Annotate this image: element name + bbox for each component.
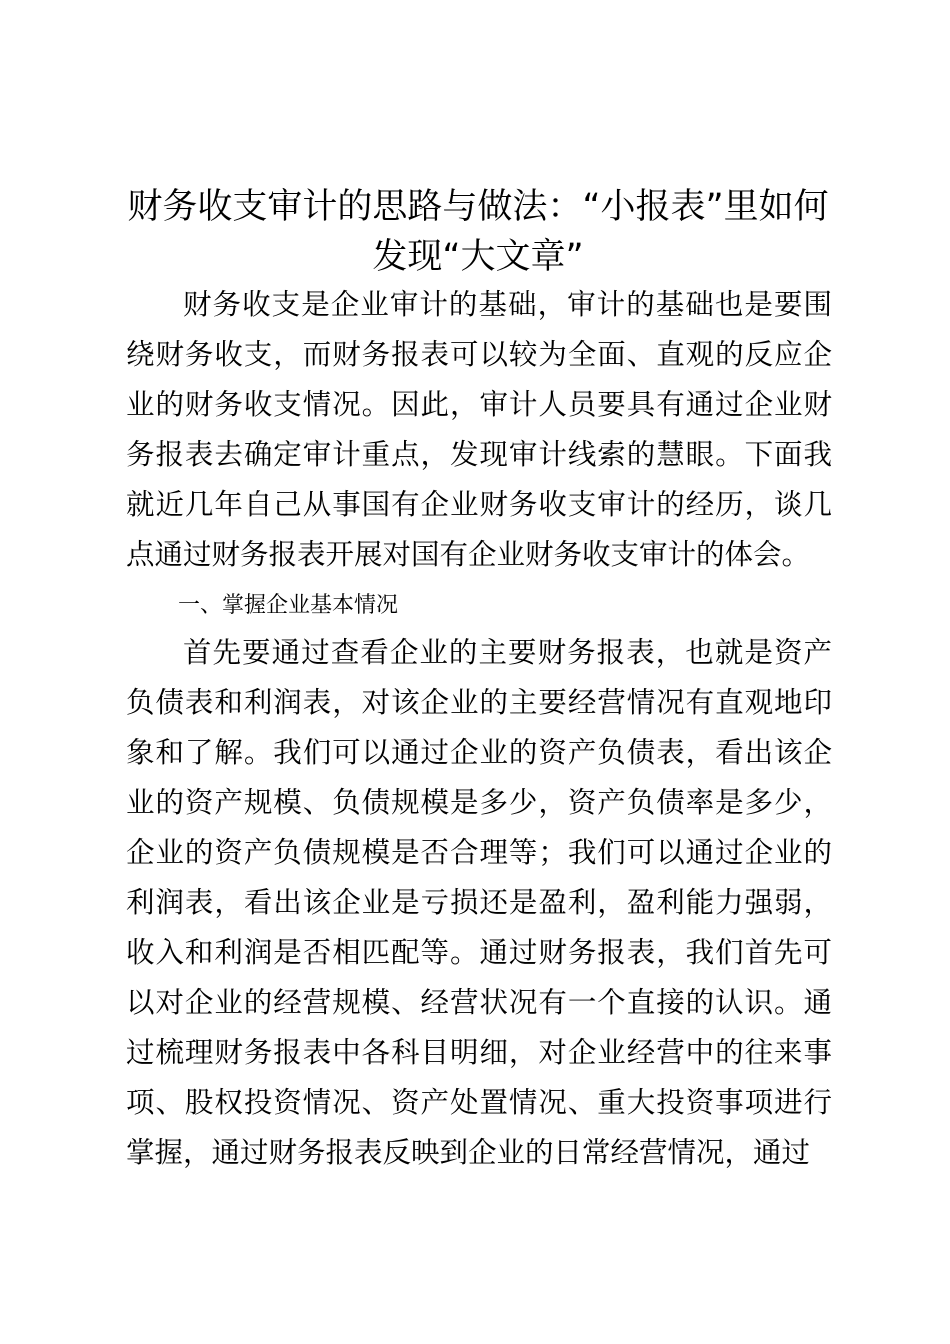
- document-title: 财务收支审计的思路与做法：“小报表”里如何发现“大文章”: [127, 187, 829, 277]
- section-heading: 一、掌握企业基本情况: [178, 593, 399, 618]
- paragraph-intro: 财务收支是企业审计的基础，审计的基础也是要围绕财务收支，而财务报表可以较为全面、直观的反应企业的财务收支情况。因此，审计人员要具有通过企业财务报表去确定审计重点，发现审计线索的慧眼。下面我就近几年自己从事国有企业财务收支审计的经历，谈几点通过财务报表开展对国有企业财务收支审计的体会。: [126, 288, 832, 571]
- paragraph-section-1: 首先要通过查看企业的主要财务报表，也就是资产负债表和利润表，对该企业的主要经营情况有直观地印象和了解。我们可以通过企业的资产负债表，看出该企业的资产规模、负债规模是多少，资产负债率是多少，企业的资产负债规模是否合理等；我们可以通过企业的利润表，看出该企业是亏损还是盈利，盈利能力强弱，收入和利润是否相匹配等。通过财务报表，我们首先可以对企业的经营规模、经营状况有一个直接的认识。通过梳理财务报表中各科目明细，对企业经营中的往来事项、股权投资情况、资产处置情况、重大投资事项进行掌握，通过财务报表反映到企业的日常经营情况，通过: [126, 636, 832, 1169]
